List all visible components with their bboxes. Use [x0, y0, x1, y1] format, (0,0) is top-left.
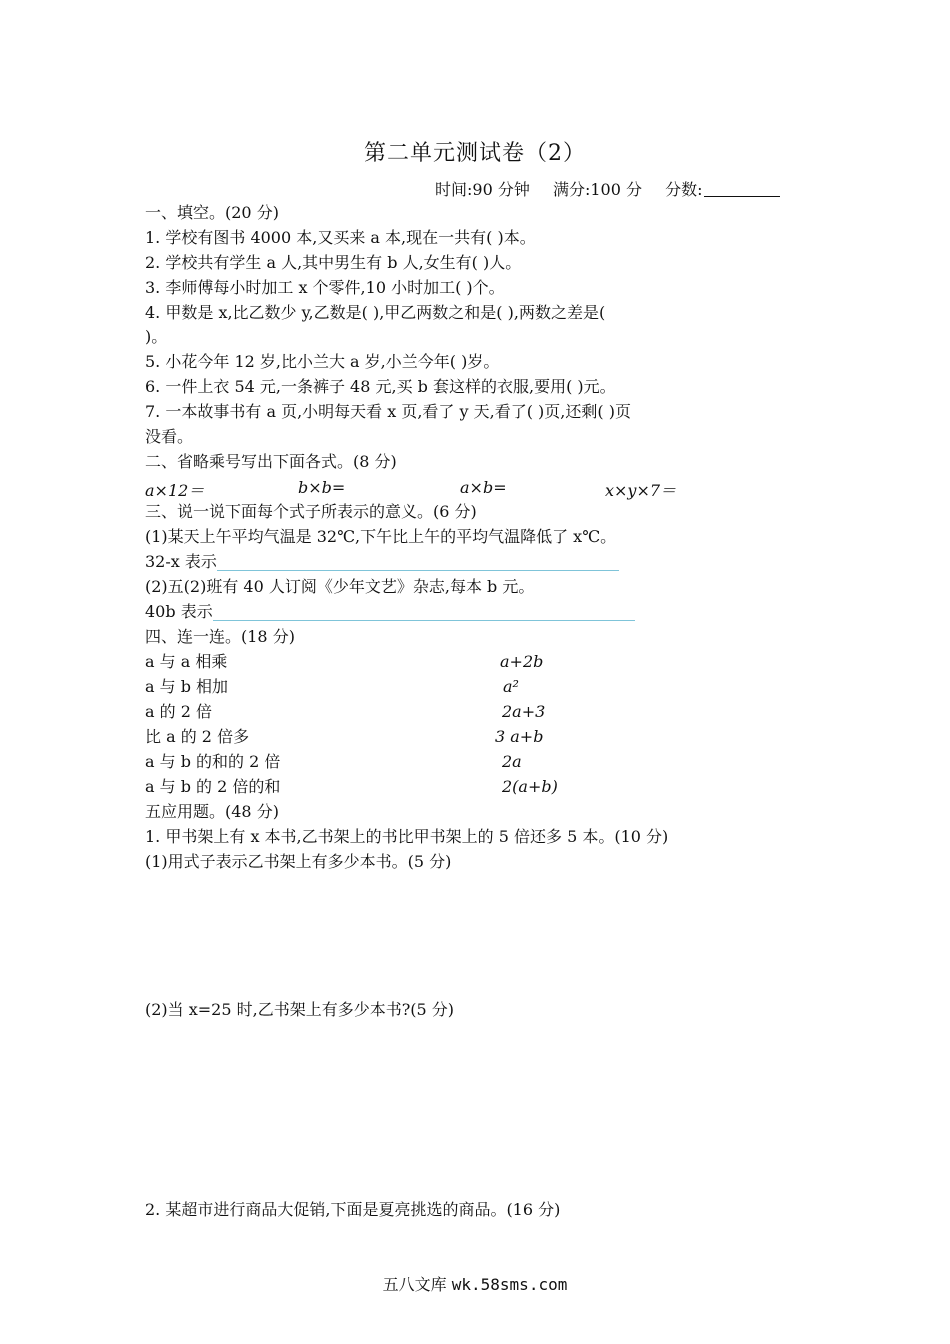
- fill-question-7-cont: 没看。: [145, 427, 194, 446]
- fill-question-1: 1. 学校有图书 4000 本,又买来 a 本,现在一共有( )本。: [145, 228, 536, 247]
- score-label: 分数:: [665, 180, 703, 199]
- section2-heading: 二、省略乘号写出下面各式。(8 分): [145, 452, 397, 471]
- footer-brand: 五八文库: [382, 1275, 447, 1294]
- section4-heading: 四、连一连。(18 分): [145, 627, 295, 646]
- fill-question-2: 2. 学校共有学生 a 人,其中男生有 b 人,女生有( )人。: [145, 253, 522, 272]
- match-left-4[interactable]: 比 a 的 2 倍多: [145, 727, 250, 746]
- meaning-expr-2-label: 40b 表示: [145, 602, 213, 621]
- word-problem-1: 1. 甲书架上有 x 本书,乙书架上的书比甲书架上的 5 倍还多 5 本。(10 分): [145, 827, 669, 846]
- meaning-question-2: (2)五(2)班有 40 人订阅《少年文艺》杂志,每本 b 元。: [145, 577, 535, 596]
- meaning-expr-1: [145, 552, 619, 572]
- word-problem-1-part-1: (1)用式子表示乙书架上有多少本书。(5 分): [145, 852, 452, 871]
- match-right-4[interactable]: 3 a+b: [495, 727, 544, 746]
- fill-question-4: 4. 甲数是 x,比乙数少 y,乙数是( ),甲乙两数之和是( ),两数之差是(: [145, 303, 606, 322]
- omit-sign-item-4: x×y×7＝: [605, 481, 677, 500]
- fill-question-3: 3. 李师傅每小时加工 x 个零件,10 小时加工( )个。: [145, 278, 505, 297]
- section1-heading: 一、填空。(20 分): [145, 203, 279, 222]
- match-left-1[interactable]: a 与 a 相乘: [145, 652, 228, 671]
- match-left-6[interactable]: a 与 b 的 2 倍的和: [145, 777, 281, 796]
- full-score: 满分:100 分: [552, 180, 642, 199]
- match-right-6[interactable]: 2(a+b): [502, 777, 558, 796]
- match-left-2[interactable]: a 与 b 相加: [145, 677, 229, 696]
- omit-sign-item-2: b×b=: [298, 478, 346, 497]
- match-left-3[interactable]: a 的 2 倍: [145, 702, 212, 721]
- fill-question-4-cont: )。: [145, 327, 168, 346]
- meaning-expr-1-label: 32-x 表示: [145, 552, 217, 571]
- omit-sign-item-1: a×12＝: [145, 481, 205, 500]
- meaning-question-1: (1)某天上午平均气温是 32℃,下午比上午的平均气温降低了 x℃。: [145, 527, 617, 546]
- footer-watermark: [0, 1272, 950, 1295]
- meaning-expr-2: [145, 602, 635, 622]
- fill-question-5: 5. 小花今年 12 岁,比小兰大 a 岁,小兰今年( )岁。: [145, 352, 500, 371]
- word-problem-2: 2. 某超市进行商品大促销,下面是夏亮挑选的商品。(16 分): [145, 1200, 561, 1219]
- footer-site: wk.58sms.com: [451, 1275, 568, 1294]
- page-title: 第二单元测试卷（2）: [364, 141, 586, 166]
- section3-heading: 三、说一说下面每个式子所表示的意义。(6 分): [145, 502, 477, 521]
- answer-line-1[interactable]: [217, 554, 619, 571]
- match-right-1[interactable]: a+2b: [500, 652, 544, 671]
- score-blank[interactable]: [704, 180, 780, 197]
- match-left-5[interactable]: a 与 b 的和的 2 倍: [145, 752, 281, 771]
- fill-question-7: 7. 一本故事书有 a 页,小明每天看 x 页,看了 y 天,看了( )页,还剩( )页: [145, 402, 631, 421]
- match-right-2[interactable]: a²: [503, 677, 519, 696]
- match-right-5[interactable]: 2a: [502, 752, 522, 771]
- match-right-3[interactable]: 2a+3: [502, 702, 546, 721]
- answer-line-2[interactable]: [213, 604, 635, 621]
- section5-heading: 五应用题。(48 分): [145, 802, 279, 821]
- fill-question-6: 6. 一件上衣 54 元,一条裤子 48 元,买 b 套这样的衣服,要用( )元。: [145, 377, 616, 396]
- word-problem-1-part-2: (2)当 x=25 时,乙书架上有多少本书?(5 分): [145, 1000, 455, 1019]
- time-limit: 时间:90 分钟: [435, 180, 530, 199]
- exam-meta: [435, 177, 798, 200]
- omit-sign-item-3: a×b=: [460, 478, 507, 497]
